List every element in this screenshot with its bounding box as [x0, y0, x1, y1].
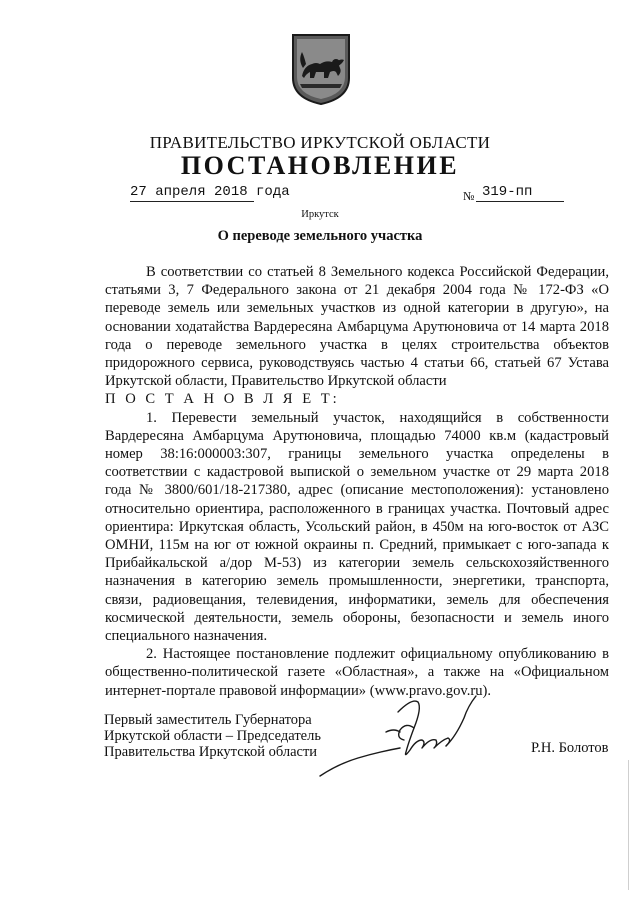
item-2-paragraph: 2. Настоящее постановление подлежит официальному опубликованию в общественно-политической газете «Областная», а также на «Официальном интернет-портале правовой информации» (www.pravo.gov.ru).	[105, 646, 609, 699]
document-subject: О переводе земельного участка	[217, 228, 423, 244]
signer-position: Первый заместитель Губернатора Иркутской области – Председатель Правительства Иркутской области	[104, 712, 321, 760]
number-sign: №	[463, 189, 475, 203]
coat-of-arms-icon	[290, 32, 352, 106]
item-1-paragraph: 1. Перевести земельный участок, находящийся в собственности Вардересяна Амбарцума Арутюновича, площадью 74000 кв.м (кадастровый номер 38:16:000003:307, границы земельного участка определены в соответствии с кадастровой выпиской о земельном участке от 29 марта 2018 года № 3800/601/18-217380, адрес (описание местоположения): установлено относительно ориентира, расположенного в границах участка. Почтовый адрес ориентира: Иркутская область, Усольский район, в 450м на юго-восток от АЗС ОМНИ, 115м на юг от южной окраины п. Средний, примыкает с юго-запада к Прибайкальской а/дор М-53) из категории земель сельскохозяйственного назначения в категорию земель промышленности, энергетики, транспорта, связи, радиовещания, телевидения, информатики, земель для обеспечения космической деятельности, земель обороны, безопасности и земель иного специального назначения.	[105, 409, 609, 645]
document-city: Иркутск	[301, 209, 339, 220]
document-body	[105, 263, 609, 700]
preamble-paragraph: В соответствии со статьей 8 Земельного кодекса Российской Федерации, статьями 3, 7 Федерального закона от 21 декабря 2004 года № 172-ФЗ «О переводе земель или земельных участков из одной категории в другую», на основании ходатайства Вардересяна Амбарцума Арутюновича от 14 марта 2018 года о переводе земельного участка в целях строительства объектов придорожного сервиса, руководствуясь частью 4 статьи 66, статьей 67 Устава Иркутской области, Правительство Иркутской области	[105, 264, 609, 390]
document-number: 319-пп	[476, 183, 564, 202]
government-name: ПРАВИТЕЛЬСТВО ИРКУТСКОЙ ОБЛАСТИ	[149, 133, 491, 152]
scan-edge-divider	[628, 760, 629, 890]
ordain-heading: П О С Т А Н О В Л Я Е Т:	[105, 391, 340, 408]
signature-icon	[318, 688, 486, 780]
document-type: ПОСТАНОВЛЕНИЕ	[180, 151, 460, 180]
signer-name: Р.Н. Болотов	[531, 740, 609, 756]
document-date: 27 апреля 2018 года	[130, 184, 290, 200]
